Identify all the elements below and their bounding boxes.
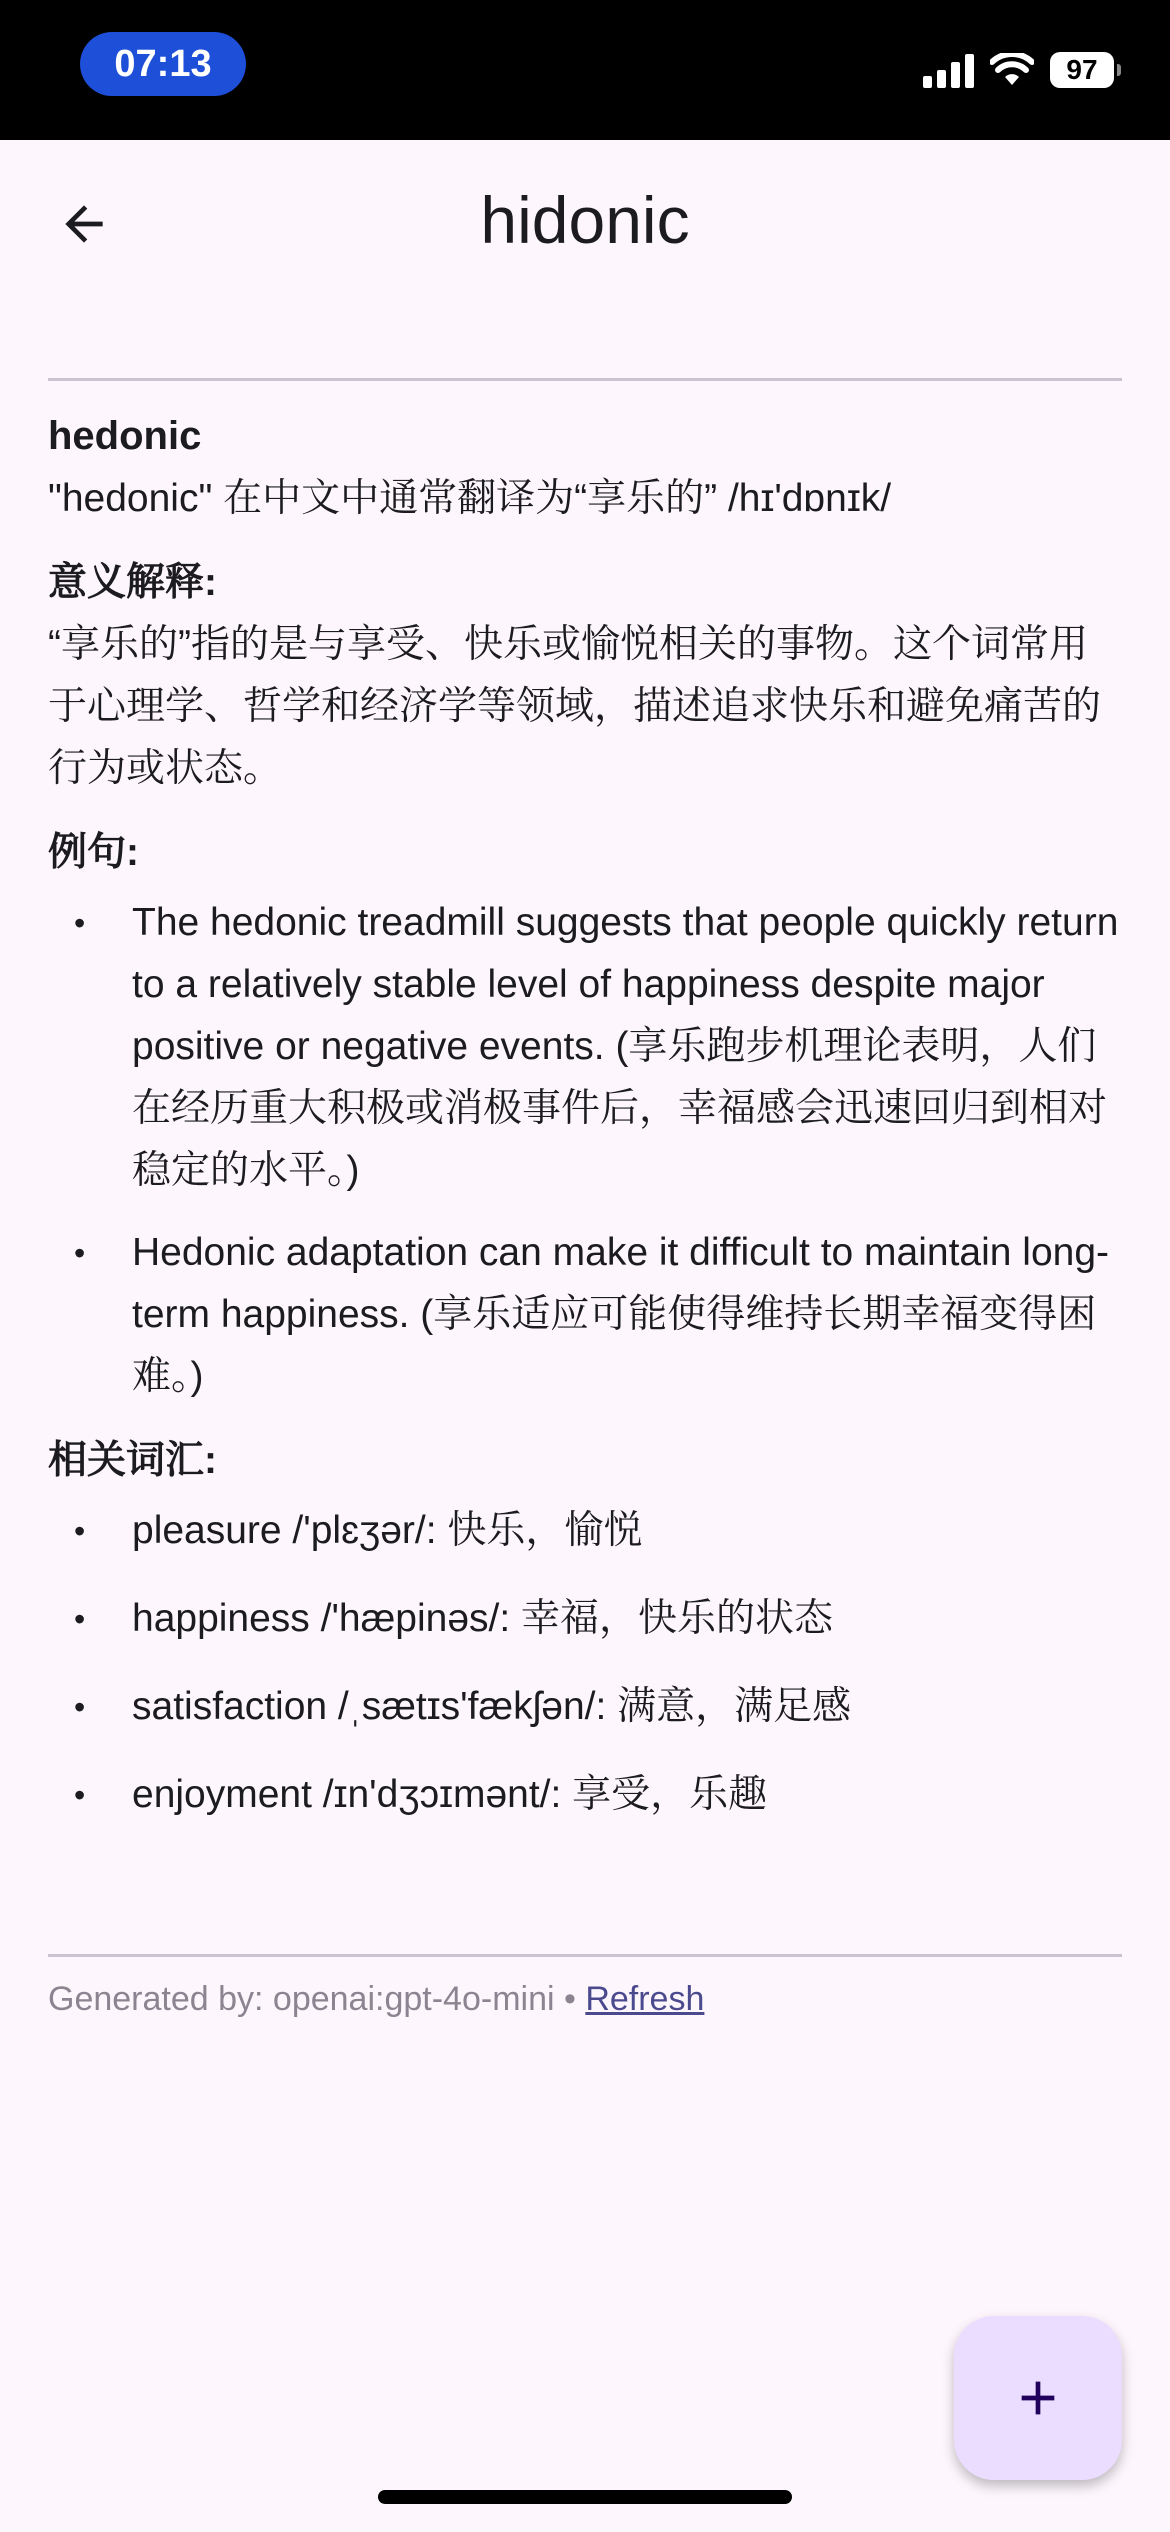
wifi-icon (990, 53, 1034, 87)
example-item: • Hedonic adaptation can make it difficult to maintain long-term happiness. (享乐适应可能使得维持长期幸福变得困难。) (48, 1222, 1122, 1408)
signal-icon (923, 52, 974, 88)
home-indicator (378, 2490, 792, 2504)
battery-icon (1050, 52, 1114, 88)
footer (48, 1980, 704, 2019)
top-divider (48, 378, 1122, 381)
battery-level: 97 (1066, 54, 1098, 85)
translation-line: "hedonic" 在中文中通常翻译为“享乐的” /hɪ'dɒnɪk/ (48, 477, 892, 520)
bottom-divider (48, 1954, 1122, 1957)
related-heading: 相关词汇: (48, 1439, 217, 1482)
examples-list (48, 892, 1122, 1408)
examples-heading: 例句: (48, 831, 139, 874)
app-bar (0, 140, 1170, 308)
related-item: • pleasure /'plɛʒər/: 快乐，愉悦 (48, 1500, 1122, 1562)
status-time: 07:13 (80, 32, 246, 96)
status-icons (923, 48, 1114, 92)
related-item: • satisfaction /ˌsætɪs'fækʃən/: 满意，满足感 (48, 1676, 1122, 1738)
meaning-text: “享乐的”指的是与享受、快乐或愉悦相关的事物。这个词常用于心理学、哲学和经济学等领域，描述追求快乐和避免痛苦的行为或状态。 (48, 623, 1102, 790)
example-item: • The hedonic treadmill suggests that people quickly return to a relatively stable level of happiness despite major positive or negative events. (享乐跑步机理论表明，人们在经历重大积极或消极事件后，幸福感会迅速回归到相对稳定的水平。) (48, 892, 1122, 1202)
related-item: • happiness /'hæpinəs/: 幸福，快乐的状态 (48, 1588, 1122, 1650)
headword: hedonic (48, 414, 202, 458)
footer-separator: • (554, 1980, 586, 2018)
refresh-link[interactable]: Refresh (585, 1980, 705, 2018)
page-title: hidonic (480, 183, 690, 257)
status-bar (0, 0, 1170, 140)
meaning-heading: 意义解释: (48, 561, 217, 604)
related-item: • enjoyment /ɪn'dʒɔɪmənt/: 享受，乐趣 (48, 1764, 1122, 1826)
definition-content (48, 404, 1122, 1852)
add-button[interactable] (954, 2316, 1122, 2480)
generated-by: Generated by: openai:gpt-4o-mini (48, 1980, 555, 2018)
related-list (48, 1500, 1122, 1826)
plus-icon (1010, 2370, 1066, 2426)
